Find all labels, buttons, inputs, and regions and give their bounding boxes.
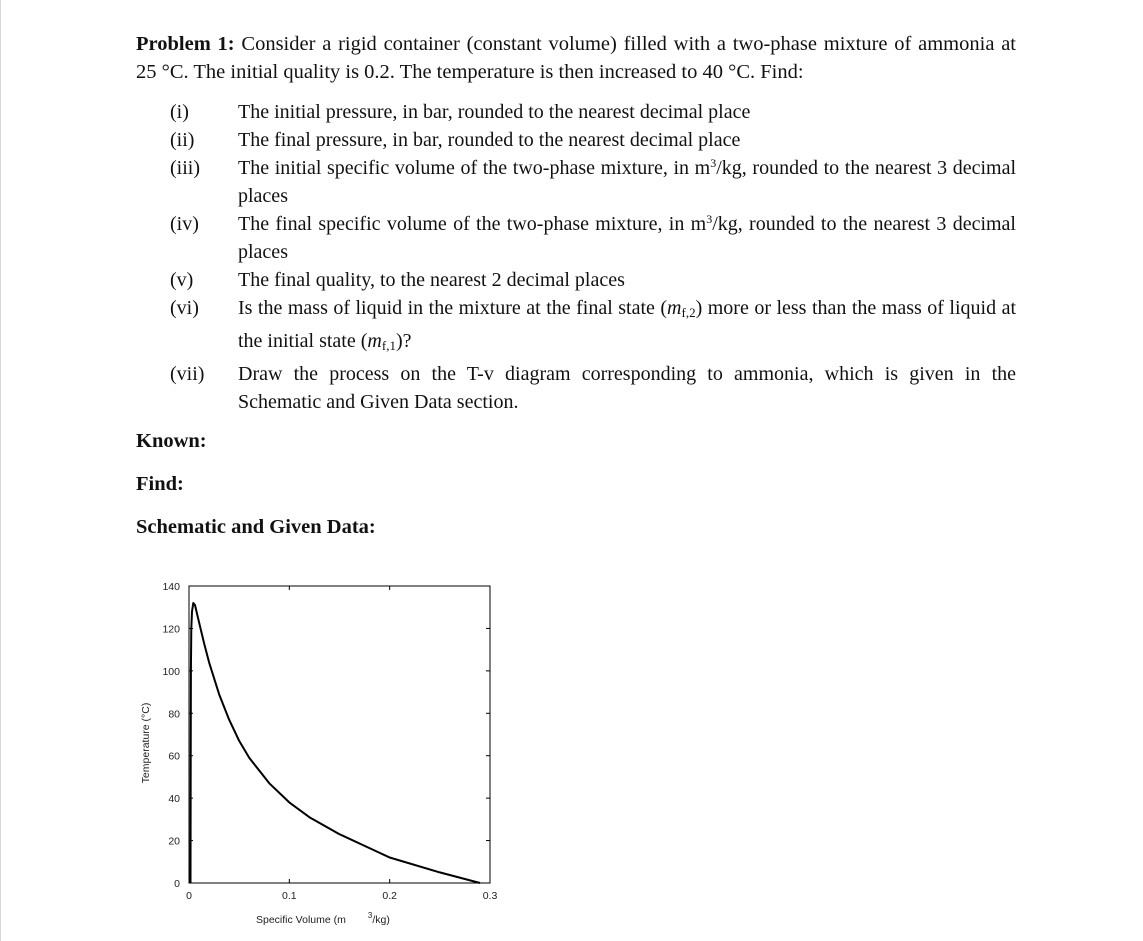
chart-series <box>191 603 481 883</box>
item-text: The final specific volume of the two-phase mixture, in $m^3/kg$, rounded to the nearest 3 decimal places <box>238 212 1016 263</box>
problem-text: Consider a rigid container (constant volume) filled with a two-phase mixture of ammonia at 25 °C. The initial quality is 0.2. The temperature is then increased to 40 °C. Find: <box>136 33 1016 83</box>
item-number: (v) <box>170 269 194 291</box>
x-axis-label: Specific Volume (m $^3$/kg) <box>256 911 390 926</box>
y-tick-label: 120 <box>162 623 180 636</box>
plot-frame <box>189 586 490 883</box>
item-number: (ii) <box>170 129 195 151</box>
x-tick-label: 0 <box>186 890 192 902</box>
y-axis-label: Temperature (°C) <box>140 702 152 784</box>
y-tick-label: 60 <box>168 750 180 763</box>
item-number: (vii) <box>170 363 205 385</box>
y-tick-label: 40 <box>168 793 180 806</box>
y-tick-label: 20 <box>168 835 180 848</box>
y-tick-label: 140 <box>162 581 180 593</box>
item-number: (i) <box>170 101 189 123</box>
item-number: (iv) <box>170 213 199 235</box>
item-text: The final quality, to the nearest 2 decimal places <box>238 269 625 291</box>
item-text: The initial pressure, in bar, rounded to the nearest decimal place <box>238 101 751 123</box>
problem-label: Problem 1: <box>136 33 235 55</box>
known-heading: Known: <box>136 430 207 452</box>
y-tick-label: 100 <box>162 665 180 678</box>
y-ticks <box>162 581 490 890</box>
schematic-heading: Schematic and Given Data: <box>136 516 376 538</box>
item-number: (iii) <box>170 157 200 179</box>
item-text: The final pressure, in bar, rounded to the nearest decimal place <box>238 129 741 151</box>
item-number: (vi) <box>170 297 199 319</box>
find-heading: Find: <box>136 473 184 495</box>
chart-axes <box>189 586 490 883</box>
x-tick-label: 0.2 <box>382 890 397 902</box>
y-tick-label: 0 <box>174 878 180 890</box>
saturation-dome-line <box>191 603 481 883</box>
x-tick-label: 0.3 <box>482 890 498 902</box>
x-ticks <box>186 586 497 902</box>
y-tick-label: 80 <box>168 708 180 721</box>
item-text: Draw the process on the T-v diagram corresponding to ammonia, which is given in the Schematic and Given Data section. <box>238 363 1016 413</box>
item-text: Is the mass of liquid in the mixture at the final state $(m_{f,2})$ more or less than the mass of liquid at the initial state $(m_{f,1})$? <box>238 297 1016 353</box>
item-text: The initial specific volume of the two-phase mixture, in $m^3/kg$, rounded to the nearest 3 decimal places <box>238 156 1017 207</box>
x-tick-label: 0.1 <box>282 890 297 902</box>
